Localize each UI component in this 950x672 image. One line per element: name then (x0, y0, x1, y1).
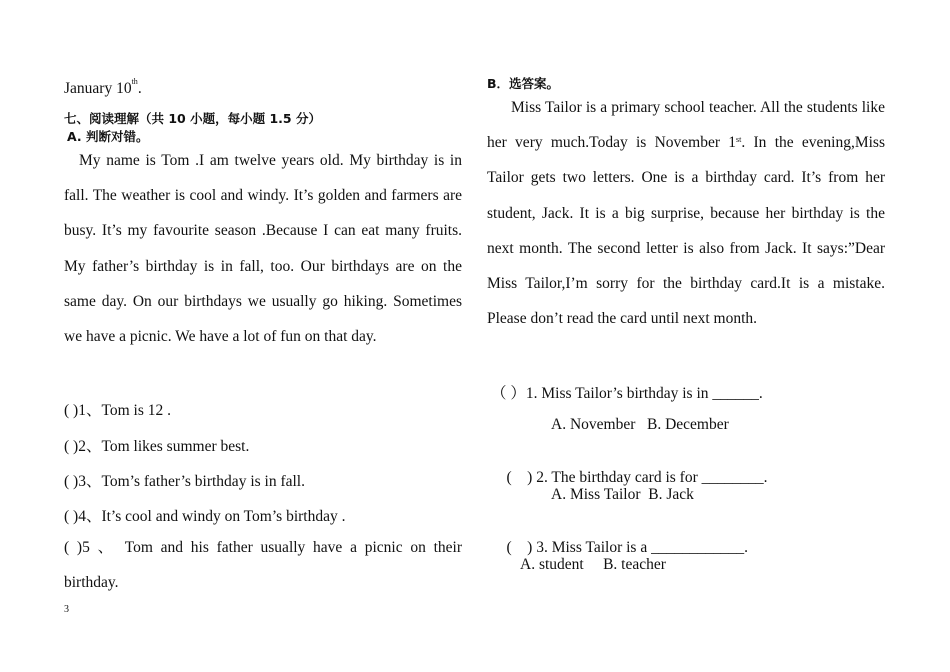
passage-b: Miss Tailor is a primary school teacher. All the students like her very much.Today is November 1st. In the evening,Miss Tailor gets two letters. One is a birthday card. It’s from her student, Jack. It is a big surprise, because her birthday is the next month. The second letter is also from Jack. It says:”Dear Miss Tailor,I’m sorry for the birthday card.It is a mistake. Please don’t read the card until next month. (487, 99, 885, 328)
question-a1: ( )1、Tom is 12 . (64, 402, 171, 419)
question-b1-options: A. November B. December (551, 416, 729, 433)
question-b1: （ ）1. Miss Tailor’s birthday is in ______. (491, 385, 763, 402)
question-b3-options: A. student B. teacher (520, 556, 666, 573)
date-line: January 10th. (64, 77, 142, 97)
question-b3: ( ) 3. Miss Tailor is a ____________. (506, 539, 748, 556)
date-superscript: th (131, 77, 138, 86)
question-a2: ( )2、Tom likes summer best. (64, 438, 250, 455)
passage-a: My name is Tom .I am twelve years old. My birthday is in fall. The weather is cool and windy. It’s golden and farmers are busy. It’s my favourite season .Because I can eat many fruits. My father’s birthday is in fall, too. Our birthdays are on the same day. On our birthdays we usually go hiking. Sometimes we have a picnic. We have a lot of fun on that day. (64, 152, 462, 346)
question-a5: ( )5 、 Tom and his father usually have a picnic on their birthday. (64, 539, 462, 592)
section-title: 七、阅读理解（共 10 小题，每小题 1.5 分） (64, 111, 321, 126)
question-b2-options: A. Miss Tailor B. Jack (551, 486, 694, 503)
question-a4: ( )4、It’s cool and windy on Tom’s birthday . (64, 508, 346, 525)
question-a3: ( )3、Tom’s father’s birthday is in fall. (64, 473, 305, 490)
page-number: 3 (64, 604, 69, 615)
passage-superscript: st (736, 135, 742, 145)
part-a-title: A. 判断对错。 (67, 129, 149, 144)
part-b-title: B．选答案。 (487, 76, 560, 91)
question-b2: ( ) 2. The birthday card is for ________. (506, 469, 768, 486)
